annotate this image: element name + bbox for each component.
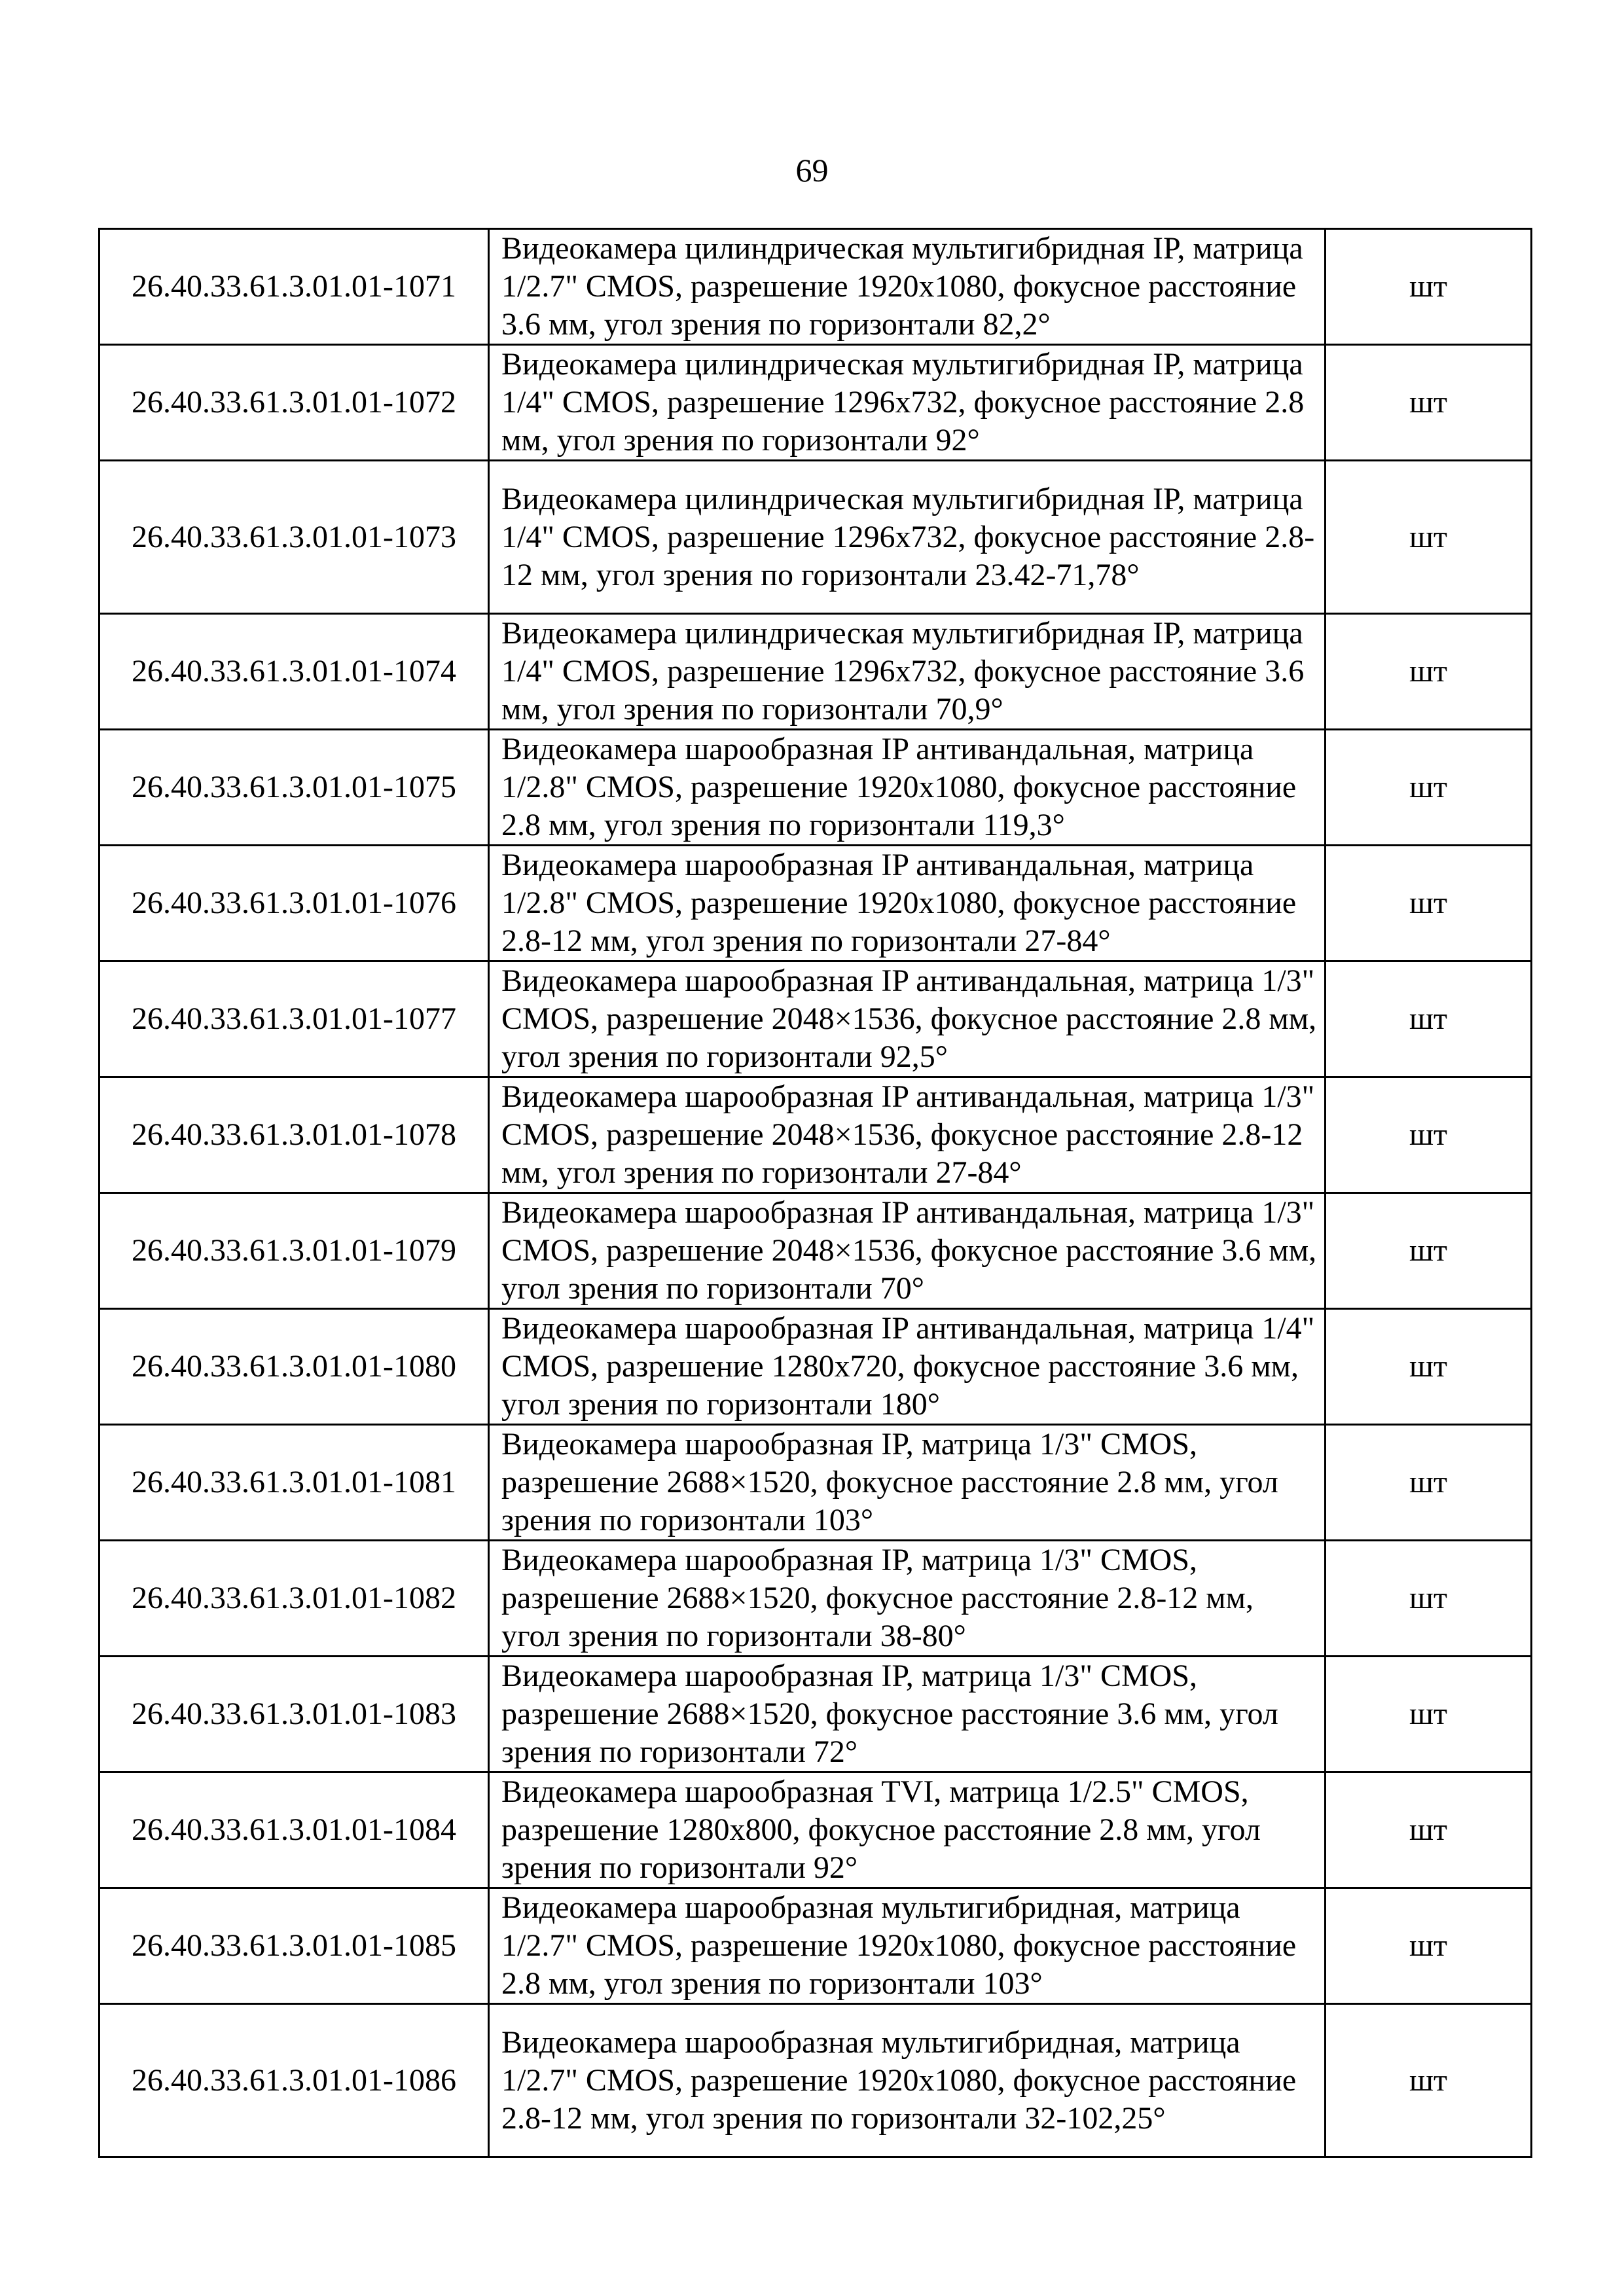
row-unit: шт bbox=[1326, 1425, 1532, 1541]
row-description: Видеокамера шарообразная IP, матрица 1/3" CMOS, разрешение 2688×1520, фокусное расстояние 3.6 мм, угол зрения по горизонтали 72° bbox=[489, 1657, 1326, 1772]
row-description: Видеокамера шарообразная TVI, матрица 1/2.5" CMOS, разрешение 1280x800, фокусное расстояние 2.8 мм, угол зрения по горизонтали 92° bbox=[489, 1772, 1326, 1888]
row-code: 26.40.33.61.3.01.01-1077 bbox=[99, 961, 489, 1077]
row-unit: шт bbox=[1326, 1193, 1532, 1309]
row-code: 26.40.33.61.3.01.01-1075 bbox=[99, 730, 489, 846]
table-row bbox=[99, 1077, 1532, 1193]
table-row bbox=[99, 1425, 1532, 1541]
row-unit: шт bbox=[1326, 1657, 1532, 1772]
table-row bbox=[99, 1309, 1532, 1425]
table-row bbox=[99, 961, 1532, 1077]
row-description: Видеокамера цилиндрическая мультигибридная IP, матрица 1/4" CMOS, разрешение 1296x732, фокусное расстояние 3.6 мм, угол зрения по горизонтали 70,9° bbox=[489, 614, 1326, 730]
table-row bbox=[99, 1193, 1532, 1309]
row-description: Видеокамера шарообразная IP антивандальная, матрица 1/3" CMOS, разрешение 2048×1536, фокусное расстояние 2.8 мм, угол зрения по горизонтали 92,5° bbox=[489, 961, 1326, 1077]
resource-table bbox=[98, 228, 1532, 2158]
row-unit: шт bbox=[1326, 846, 1532, 961]
row-code: 26.40.33.61.3.01.01-1086 bbox=[99, 2004, 489, 2157]
row-description: Видеокамера шарообразная мультигибридная, матрица 1/2.7" CMOS, разрешение 1920x1080, фокусное расстояние 2.8-12 мм, угол зрения по горизонтали 32-102,25° bbox=[489, 2004, 1326, 2157]
row-description: Видеокамера цилиндрическая мультигибридная IP, матрица 1/2.7" CMOS, разрешение 1920x1080, фокусное расстояние 3.6 мм, угол зрения по горизонтали 82,2° bbox=[489, 229, 1326, 345]
row-description: Видеокамера шарообразная IP антивандальная, матрица 1/4" CMOS, разрешение 1280x720, фокусное расстояние 3.6 мм, угол зрения по горизонтали 180° bbox=[489, 1309, 1326, 1425]
row-unit: шт bbox=[1326, 461, 1532, 614]
table-row bbox=[99, 614, 1532, 730]
row-code: 26.40.33.61.3.01.01-1082 bbox=[99, 1541, 489, 1657]
row-code: 26.40.33.61.3.01.01-1076 bbox=[99, 846, 489, 961]
row-code: 26.40.33.61.3.01.01-1078 bbox=[99, 1077, 489, 1193]
row-description: Видеокамера шарообразная IP антивандальная, матрица 1/3" CMOS, разрешение 2048×1536, фокусное расстояние 3.6 мм, угол зрения по горизонтали 70° bbox=[489, 1193, 1326, 1309]
row-code: 26.40.33.61.3.01.01-1081 bbox=[99, 1425, 489, 1541]
row-code: 26.40.33.61.3.01.01-1079 bbox=[99, 1193, 489, 1309]
row-code: 26.40.33.61.3.01.01-1083 bbox=[99, 1657, 489, 1772]
row-code: 26.40.33.61.3.01.01-1084 bbox=[99, 1772, 489, 1888]
row-unit: шт bbox=[1326, 1888, 1532, 2004]
row-unit: шт bbox=[1326, 614, 1532, 730]
row-code: 26.40.33.61.3.01.01-1074 bbox=[99, 614, 489, 730]
row-description: Видеокамера шарообразная мультигибридная, матрица 1/2.7" CMOS, разрешение 1920x1080, фокусное расстояние 2.8 мм, угол зрения по горизонтали 103° bbox=[489, 1888, 1326, 2004]
row-description: Видеокамера шарообразная IP, матрица 1/3" CMOS, разрешение 2688×1520, фокусное расстояние 2.8-12 мм, угол зрения по горизонтали 38-80° bbox=[489, 1541, 1326, 1657]
row-description: Видеокамера шарообразная IP антивандальная, матрица 1/2.8" CMOS, разрешение 1920x1080, фокусное расстояние 2.8 мм, угол зрения по горизонтали 119,3° bbox=[489, 730, 1326, 846]
row-description: Видеокамера шарообразная IP антивандальная, матрица 1/3" CMOS, разрешение 2048×1536, фокусное расстояние 2.8-12 мм, угол зрения по горизонтали 27-84° bbox=[489, 1077, 1326, 1193]
table-row bbox=[99, 1772, 1532, 1888]
row-description: Видеокамера шарообразная IP, матрица 1/3" CMOS, разрешение 2688×1520, фокусное расстояние 2.8 мм, угол зрения по горизонтали 103° bbox=[489, 1425, 1326, 1541]
row-code: 26.40.33.61.3.01.01-1072 bbox=[99, 345, 489, 461]
row-unit: шт bbox=[1326, 1077, 1532, 1193]
row-unit: шт bbox=[1326, 345, 1532, 461]
row-description: Видеокамера цилиндрическая мультигибридная IP, матрица 1/4" CMOS, разрешение 1296x732, фокусное расстояние 2.8-12 мм, угол зрения по горизонтали 23.42-71,78° bbox=[489, 461, 1326, 614]
table-row bbox=[99, 345, 1532, 461]
row-code: 26.40.33.61.3.01.01-1073 bbox=[99, 461, 489, 614]
table-row bbox=[99, 2004, 1532, 2157]
table-row bbox=[99, 461, 1532, 614]
row-unit: шт bbox=[1326, 730, 1532, 846]
row-unit: шт bbox=[1326, 229, 1532, 345]
table-row bbox=[99, 1888, 1532, 2004]
page-number: 69 bbox=[795, 152, 829, 188]
row-unit: шт bbox=[1326, 1309, 1532, 1425]
row-description: Видеокамера шарообразная IP антивандальная, матрица 1/2.8" CMOS, разрешение 1920x1080, фокусное расстояние 2.8-12 мм, угол зрения по горизонтали 27-84° bbox=[489, 846, 1326, 961]
table-row bbox=[99, 1657, 1532, 1772]
table-row bbox=[99, 846, 1532, 961]
row-unit: шт bbox=[1326, 961, 1532, 1077]
row-unit: шт bbox=[1326, 1541, 1532, 1657]
table-row bbox=[99, 229, 1532, 345]
row-description: Видеокамера цилиндрическая мультигибридная IP, матрица 1/4" CMOS, разрешение 1296x732, фокусное расстояние 2.8 мм, угол зрения по горизонтали 92° bbox=[489, 345, 1326, 461]
row-unit: шт bbox=[1326, 1772, 1532, 1888]
row-code: 26.40.33.61.3.01.01-1085 bbox=[99, 1888, 489, 2004]
table-row bbox=[99, 1541, 1532, 1657]
row-unit: шт bbox=[1326, 2004, 1532, 2157]
row-code: 26.40.33.61.3.01.01-1080 bbox=[99, 1309, 489, 1425]
table-row bbox=[99, 730, 1532, 846]
row-code: 26.40.33.61.3.01.01-1071 bbox=[99, 229, 489, 345]
